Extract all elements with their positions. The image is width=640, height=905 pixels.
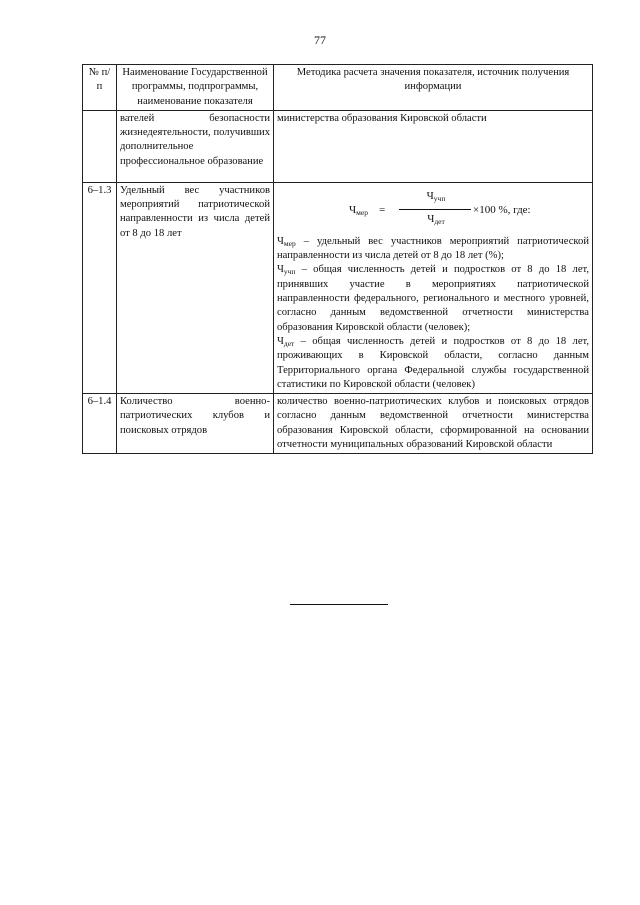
row-name: Удельный вес участников мероприятий патриотической направленности из числа детей от 8 до 18 лет <box>117 182 274 393</box>
fraction-bar <box>399 209 471 210</box>
row-number: 6–1.3 <box>83 182 117 393</box>
row-name: Количество военно-патриотических клубов и поисковых отрядов <box>117 394 274 454</box>
page-number: 77 <box>314 33 326 47</box>
table-row <box>83 394 593 454</box>
row-number: 6–1.4 <box>83 394 117 454</box>
formula <box>277 187 589 233</box>
definition: $Ч_{учп}$ – общая численность детей и подростков от 8 до 18 лет, принявших участие в мероприятиях патриотической направленности федерального, регионального и местного уровней, согласно данным ведомственной отчетности министерства образования Кировской области (человек); <box>277 264 589 333</box>
row-name: вателей безопасности жизнедеятельности, получивших дополнительное профессиональное образование <box>117 110 274 182</box>
row-method: количество военно-патриотических клубов и поисковых отрядов согласно данным ведомственной отчетности министерства образования Кировской области, сформированной на основании отчетности муниципальных образований Кировской области <box>274 394 593 454</box>
definition: $Ч_{мер}$ – удельный вес участников мероприятий патриотической направленности из числа детей от 8 до 18 лет (%); <box>277 235 589 262</box>
table-header-row <box>83 65 593 111</box>
row-method: министерства образования Кировской области <box>274 110 593 182</box>
formula-lhs: $Ч_{мер}$ <box>349 203 368 217</box>
row-number <box>83 110 117 182</box>
end-divider <box>290 604 388 605</box>
header-number: № п/п <box>83 65 117 111</box>
formula-rhs: ×100 %, где: <box>473 203 531 216</box>
definition: $Ч_{дет}$ – общая численность детей и подростков от 8 до 18 лет, проживающих в Кировской области, согласно данным Территориального органа Федеральной службы государственной статистики по Кировской области (человек) <box>277 335 589 390</box>
formula-equals: = <box>379 203 386 216</box>
formula-denominator: $Ч_{дет}$ <box>427 212 445 226</box>
header-method: Методика расчета значения показателя, источник получения информации <box>274 65 593 111</box>
header-name: Наименование Государственной программы, подпрограммы, наименование показателя <box>117 65 274 111</box>
indicator-table <box>82 64 593 454</box>
formula-numerator: $Ч_{учп}$ <box>426 189 446 203</box>
row-method <box>274 182 593 393</box>
table-row <box>83 182 593 393</box>
table-row <box>83 110 593 182</box>
